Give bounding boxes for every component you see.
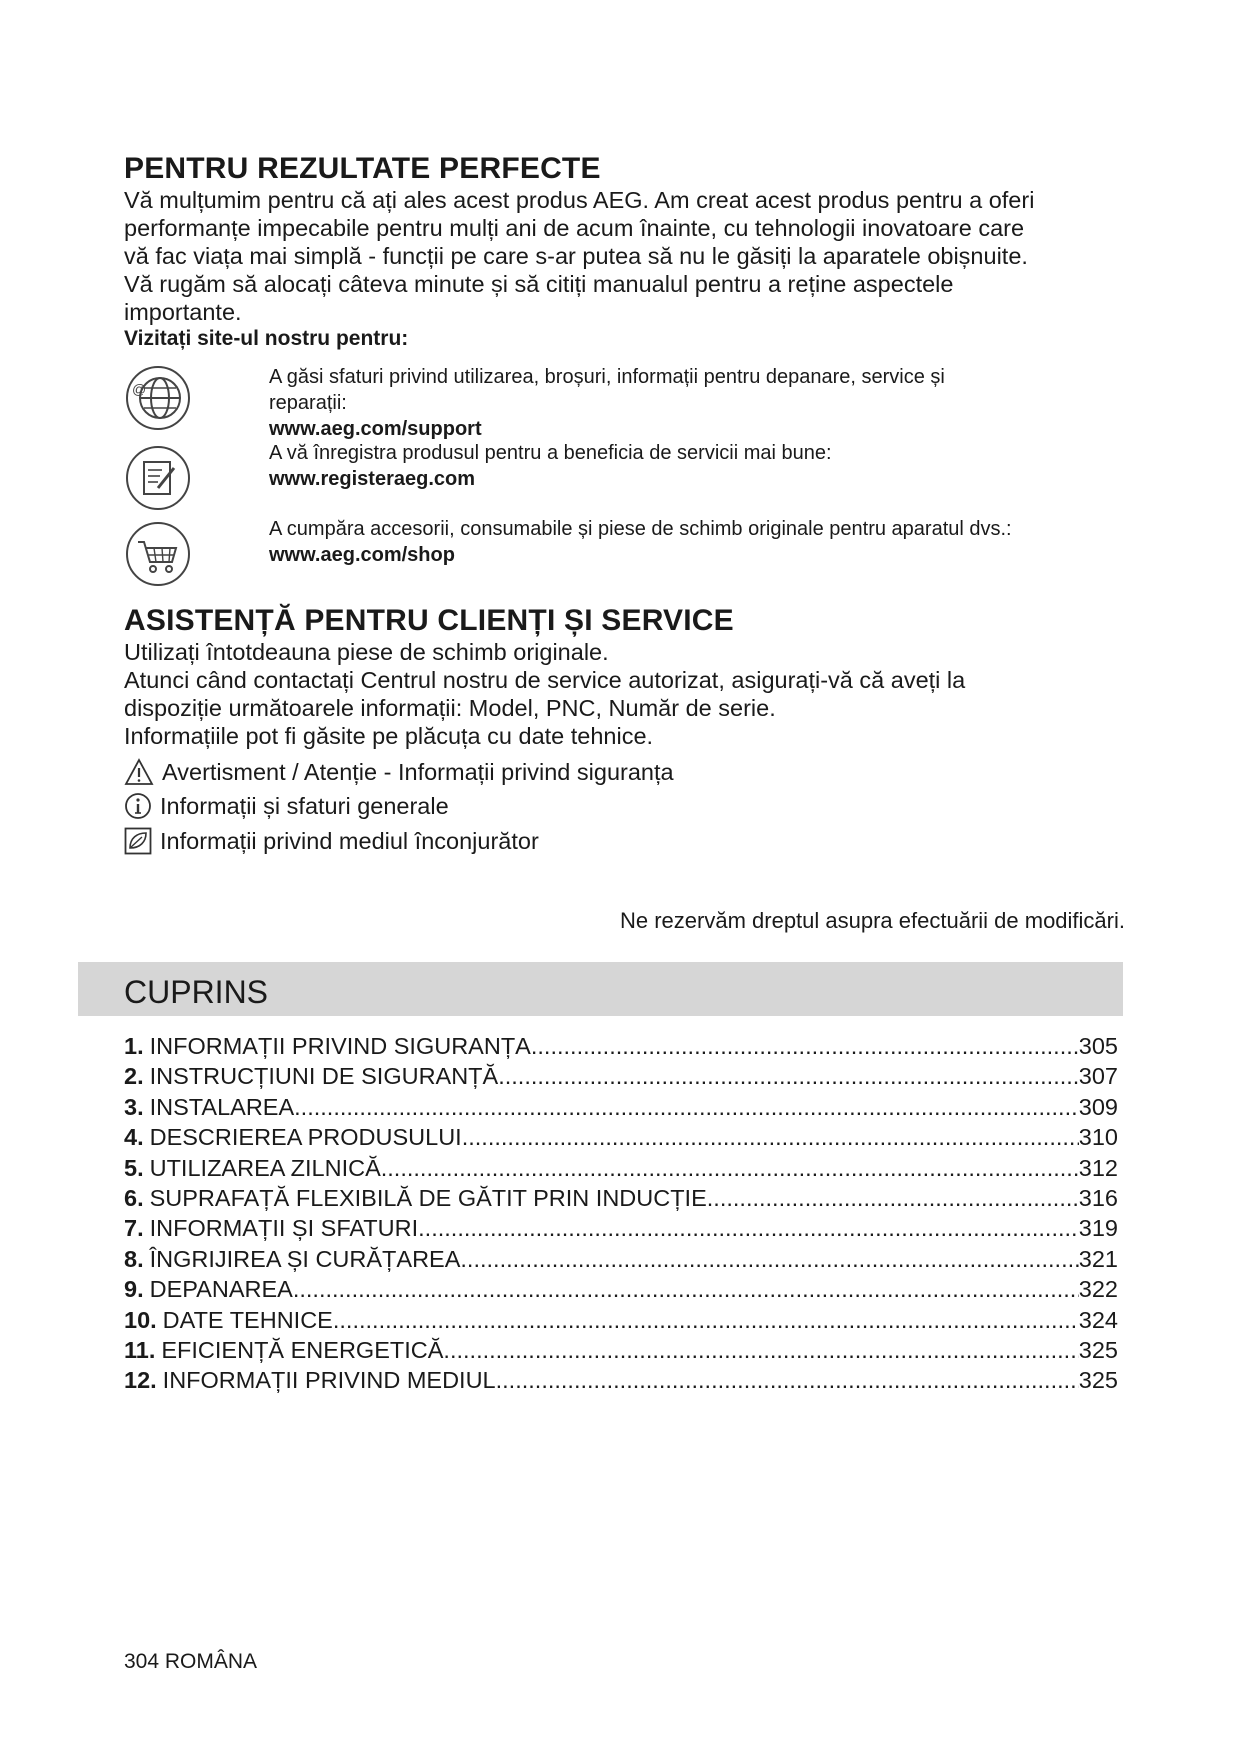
toc-leader-dots [707,1183,1079,1213]
info-icon [124,792,152,820]
globe-icon [124,364,192,432]
toc-entry-number: 9. [124,1276,144,1303]
toc-entry-page: 309 [1078,1093,1118,1120]
legend-warning-text: Avertisment / Atenție - Informații privind siguranța [162,758,674,785]
visit-site-label: Vizitați site-ul nostru pentru: [124,327,409,350]
toc-entry-page: 319 [1078,1215,1118,1242]
toc-title: CUPRINS [124,974,269,1010]
legend-info-text: Informații și sfaturi generale [160,792,449,819]
warning-icon [124,758,154,786]
toc-entry-number: 12. [124,1367,157,1394]
service-line: Atunci când contactați Centrul nostru de service autorizat, asigurați-vă că aveți la [124,667,966,693]
toc-entry-number: 4. [124,1124,144,1151]
toc-entry-label: INFORMAȚII PRIVIND MEDIUL [162,1367,496,1394]
register-link[interactable]: www.registeraeg.com [269,468,475,490]
toc-entry[interactable] [124,1153,1118,1183]
toc-leader-dots [496,1365,1079,1395]
toc-entry[interactable] [124,1031,1118,1061]
toc-entry-page: 312 [1078,1154,1118,1181]
legend-environment-text: Informații privind mediul înconjurător [160,827,539,854]
toc-entry-page: 316 [1078,1184,1118,1211]
toc-entry[interactable] [124,1365,1118,1395]
page-footer: 304 ROMÂNA [124,1650,258,1673]
site-description-line: A vă înregistra produsul pentru a beneficia de servicii mai bune: [269,442,832,464]
toc-entry-label: DATE TEHNICE [162,1306,333,1333]
toc-entry-label: SUPRAFAȚĂ FLEXIBILĂ DE GĂTIT PRIN INDUCȚIE [149,1184,707,1211]
toc-entry-number: 1. [124,1033,144,1059]
toc-leader-dots [462,1122,1079,1152]
toc-entry-page: 321 [1078,1245,1118,1272]
toc-entry-label: ÎNGRIJIREA ȘI CURĂȚAREA [149,1245,461,1272]
toc-leader-dots [531,1031,1079,1061]
toc-leader-dots [498,1061,1079,1091]
toc-entry-label: DEPANAREA [149,1276,293,1303]
toc-leader-dots [294,1092,1079,1122]
toc-entry-number: 11. [124,1336,156,1363]
toc-entry[interactable] [124,1274,1118,1304]
toc-entry-page: 324 [1078,1306,1118,1333]
environment-leaf-icon [124,827,152,855]
site-description-line: reparații: [269,392,347,414]
section-title-customer-service: ASISTENȚĂ PENTRU CLIENȚI ȘI SERVICE [124,604,734,637]
service-line: dispoziție următoarele informații: Model, PNC, Număr de serie. [124,695,776,721]
toc-leader-dots [381,1153,1079,1183]
toc-leader-dots [460,1244,1078,1274]
toc-entry-page: 322 [1078,1276,1118,1303]
toc-leader-dots [333,1305,1079,1335]
toc-entry-label: INSTRUCȚIUNI DE SIGURANȚĂ [149,1063,499,1090]
toc-entry-page: 305 [1078,1033,1118,1059]
toc-entry[interactable] [124,1122,1118,1152]
intro-line: importante. [124,299,242,325]
site-shop-text [269,516,1129,568]
toc-entry-label: INSTALAREA [149,1093,295,1120]
service-line: Utilizați întotdeauna piese de schimb originale. [124,639,609,665]
toc-entry-number: 8. [124,1245,144,1272]
toc-leader-dots [293,1274,1079,1304]
svg-text:@: @ [132,381,147,397]
intro-line: Vă rugăm să alocați câteva minute și să citiți manualul pentru a reține aspectele [124,271,954,297]
site-description-line: A găsi sfaturi privind utilizarea, broșuri, informații pentru depanare, service și [269,366,945,388]
register-form-icon [124,444,192,512]
toc-leader-dots [443,1335,1078,1365]
intro-line: performanțe impecabile pentru mulți ani de acum înainte, cu tehnologii inovatoare care [124,215,1025,241]
legend-warning [124,757,674,787]
toc-entry-page: 325 [1078,1336,1118,1363]
service-paragraph [124,638,1124,750]
toc-entry-number: 10. [124,1306,157,1333]
legend-info [124,791,449,821]
section-title-perfect-results: PENTRU REZULTATE PERFECTE [124,152,601,185]
intro-line: Vă mulțumim pentru că ați ales acest produs AEG. Am creat acest produs pentru a oferi [124,187,1035,213]
toc-entry[interactable] [124,1244,1118,1274]
site-description-line: A cumpăra accesorii, consumabile și piese de schimb originale pentru aparatul dvs.: [269,518,1012,540]
site-support-text [269,364,1129,442]
toc-entry-label: INFORMAȚII ȘI SFATURI [149,1215,419,1242]
toc-entry-number: 6. [124,1184,144,1211]
toc-entry-label: INFORMAȚII PRIVIND SIGURANȚA [149,1033,531,1059]
toc-entry-number: 3. [124,1093,144,1120]
toc-entry-label: EFICIENȚĂ ENERGETICĂ [161,1336,444,1363]
toc-entry-page: 307 [1078,1063,1118,1090]
shopping-cart-icon [124,520,192,588]
intro-line: vă fac viața mai simplă - funcții pe care s-ar putea să nu le găsiți la aparatele obișnuite. [124,243,1028,269]
toc-entry-number: 7. [124,1215,144,1242]
toc-entry[interactable] [124,1092,1118,1122]
support-link[interactable]: www.aeg.com/support [269,418,482,440]
toc-entry[interactable] [124,1061,1118,1091]
intro-paragraph [124,186,1124,326]
service-line: Informațiile pot fi găsite pe plăcuța cu date tehnice. [124,723,654,749]
rights-reserved-note: Ne rezervăm dreptul asupra efectuării de modificări. [619,908,1125,933]
toc-entry[interactable] [124,1213,1118,1243]
table-of-contents [124,1031,1118,1396]
toc-entry-label: UTILIZAREA ZILNICĂ [149,1154,381,1181]
shop-link[interactable]: www.aeg.com/shop [269,544,455,566]
toc-entry-page: 325 [1078,1367,1118,1394]
toc-entry-number: 2. [124,1063,144,1090]
toc-entry[interactable] [124,1183,1118,1213]
toc-entry[interactable] [124,1305,1118,1335]
site-register-text [269,440,1129,492]
legend-environment [124,826,539,856]
toc-entry-label: DESCRIEREA PRODUSULUI [149,1124,462,1151]
toc-entry[interactable] [124,1335,1118,1365]
toc-entry-page: 310 [1078,1124,1118,1151]
toc-entry-number: 5. [124,1154,144,1181]
toc-leader-dots [418,1213,1079,1243]
